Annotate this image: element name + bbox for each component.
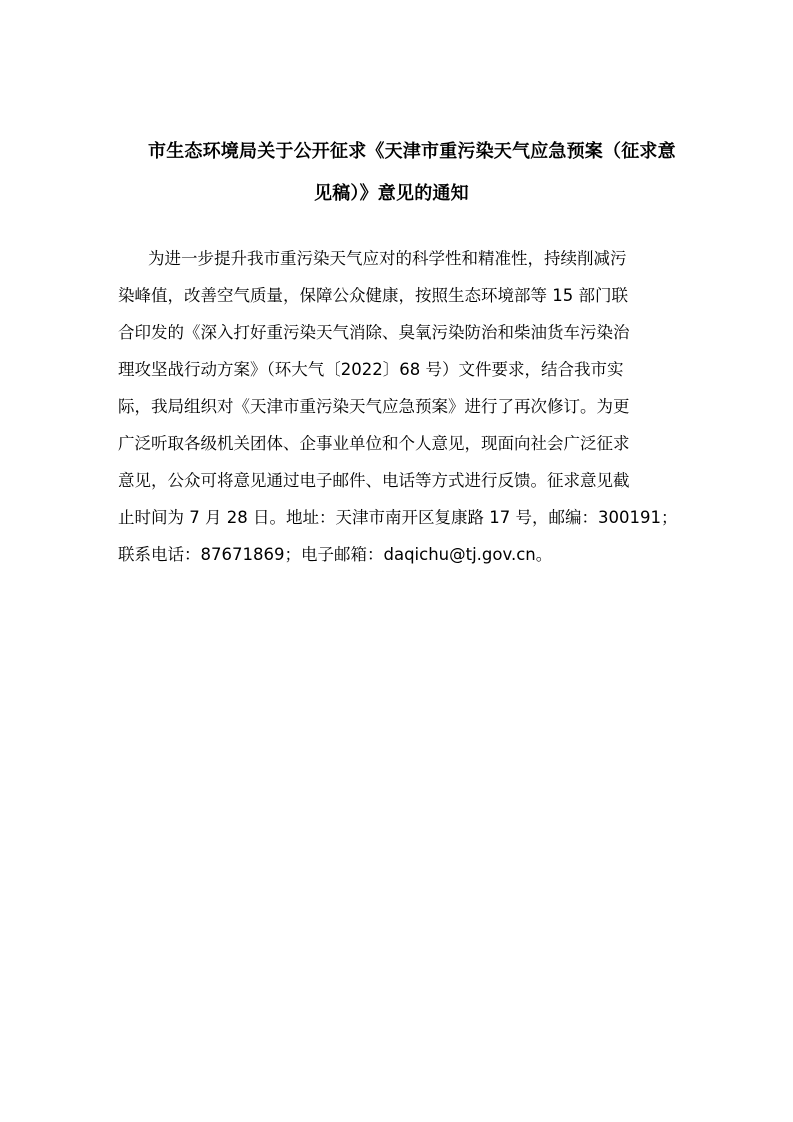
body-line: 合印发的《深入打好重污染天气消除、臭氧污染防治和柴油货车污染治 bbox=[118, 323, 630, 342]
body-line: 止时间为 7 月 28 日。地址：天津市南开区复康路 17 号，邮编：300191； bbox=[118, 508, 678, 527]
body-line: 际，我局组织对《天津市重污染天气应急预案》进行了再次修订。为更 bbox=[118, 397, 630, 416]
body-line: 意见，公众可将意见通过电子邮件、电话等方式进行反馈。征求意见截 bbox=[118, 471, 630, 490]
body-line: 为进一步提升我市重污染天气应对的科学性和精准性，持续削减污 bbox=[148, 249, 627, 268]
body-line: 染峰值，改善空气质量，保障公众健康，按照生态环境部等 15 部门联 bbox=[118, 286, 628, 305]
body-line: 理攻坚战行动方案》（环大气〔2022〕68 号）文件要求，结合我市实 bbox=[118, 360, 624, 379]
title-line: 市生态环境局关于公开征求《天津市重污染天气应急预案（征求意 bbox=[148, 141, 676, 162]
body-line: 联系电话：87671869；电子邮箱：daqichu@tj.gov.cn。 bbox=[118, 545, 553, 564]
notice-body bbox=[118, 240, 678, 573]
title-line: 见稿）》意见的通知 bbox=[314, 183, 469, 204]
body-line: 广泛听取各级机关团体、企事业单位和个人意见，现面向社会广泛征求 bbox=[118, 434, 630, 453]
notice-title bbox=[148, 131, 688, 215]
